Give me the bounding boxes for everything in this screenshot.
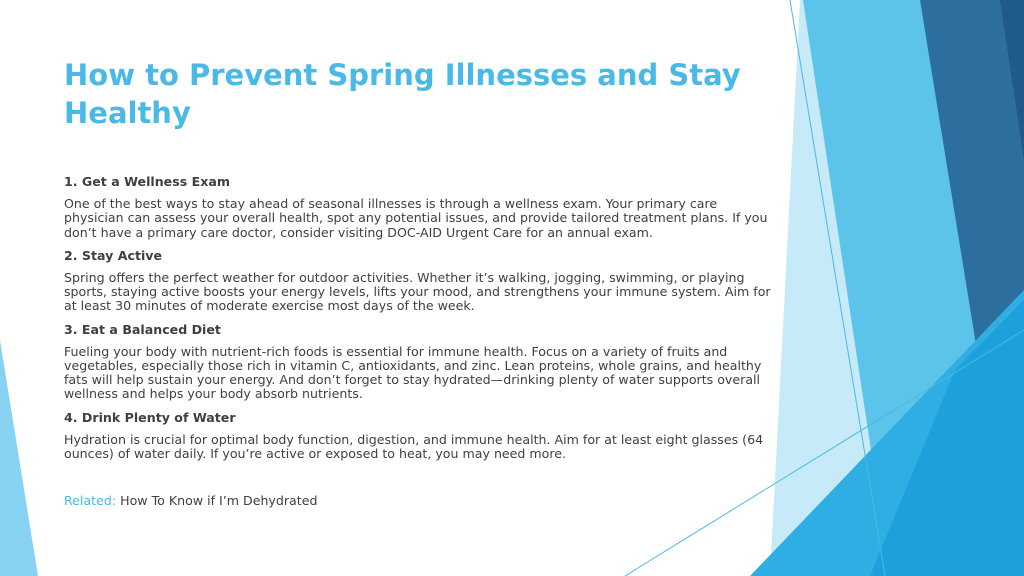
section-heading: 2. Stay Active (64, 247, 163, 263)
slide-content (64, 175, 776, 508)
related-link[interactable]: How To Know if I’m Dehydrated (120, 493, 318, 509)
section-body: One of the best ways to stay ahead of seasonal illnesses is through a wellness exam. Your primary care physician can assess your overall health, spot any potential issues, and provide tailored treatment plans. If you don’t have a primary care doctor, consider visiting DOC-AID Urgent Care for an annual exam. (64, 196, 768, 240)
left-edge-shape (0, 340, 38, 576)
section-heading: 3. Eat a Balanced Diet (64, 321, 221, 337)
section-body: Fueling your body with nutrient-rich foods is essential for immune health. Focus on a variety of fruits and vegetables, especially those rich in vitamin C, antioxidants, and zinc. Lean proteins, whole grains, and healthy fats will help sustain your energy. And don’t forget to stay hydrated—drinking plenty of water supports overall wellness and helps your body absorb nutrients. (64, 343, 762, 402)
section-heading: 1. Get a Wellness Exam (64, 174, 230, 189)
slide-title: How to Prevent Spring Illnesses and Stay Healthy (64, 58, 741, 130)
section-body: Spring offers the perfect weather for outdoor activities. Whether it’s walking, jogging, swimming, or playing sports, staying active boosts your energy levels, lifts your mood, and strengthens your immune system. Aim for at least 30 minutes of moderate exercise most days of the week. (64, 270, 771, 314)
related-label: Related: (64, 493, 117, 509)
section-body: Hydration is crucial for optimal body function, digestion, and immune health. Aim for at least eight glasses (64 ounces) of water daily. If you’re active or exposed to heat, you may need more. (64, 431, 764, 462)
section-heading: 4. Drink Plenty of Water (64, 409, 236, 425)
related-line (64, 494, 776, 508)
